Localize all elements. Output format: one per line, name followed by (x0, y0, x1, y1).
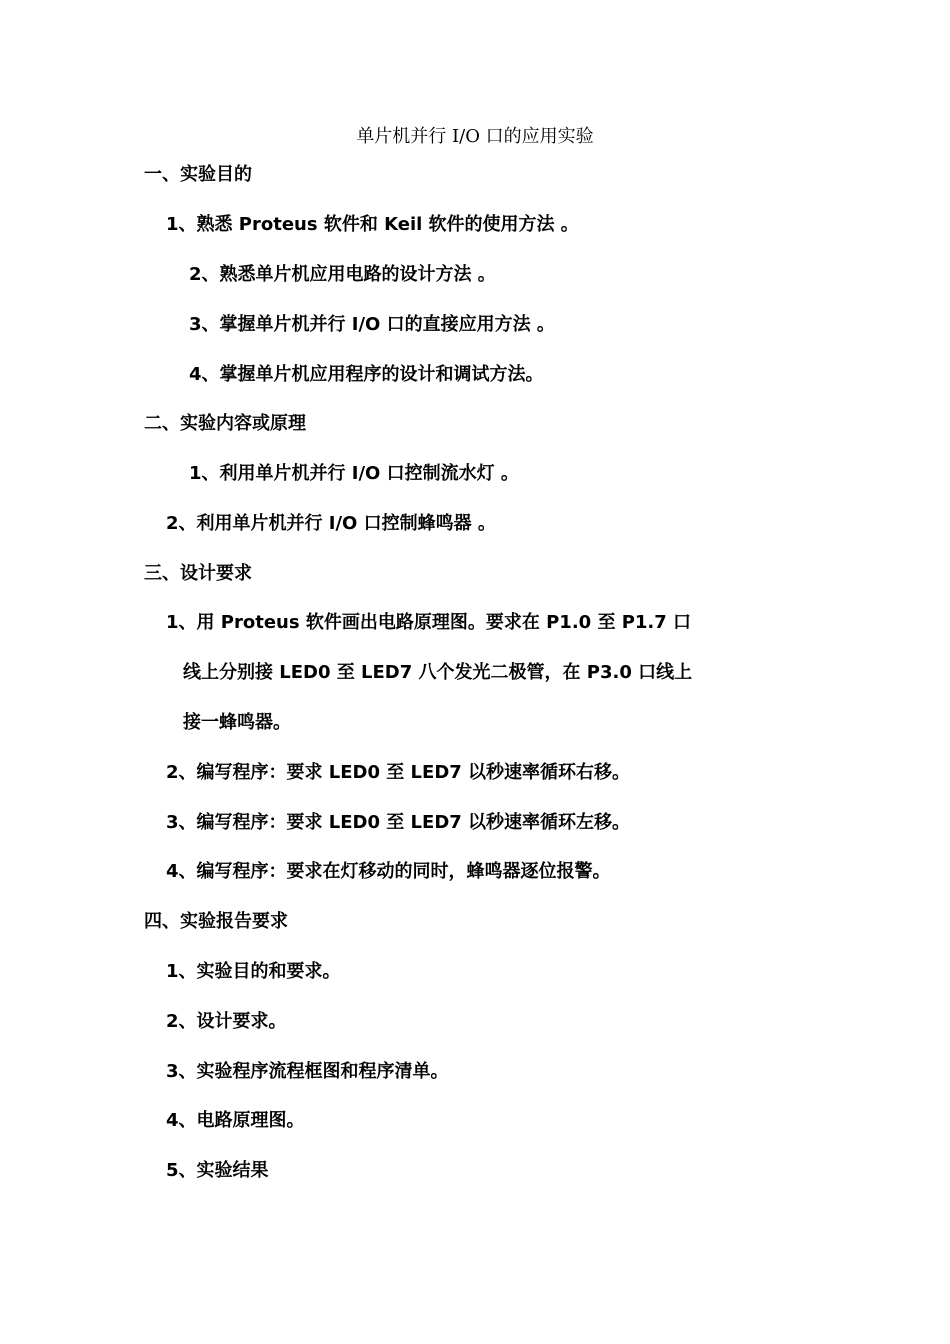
list-item: 2、编写程序：要求 LED0 至 LED7 以秒速率循环右移。 (166, 762, 631, 783)
list-item: 5、实验结果 (166, 1160, 269, 1181)
list-item: 4、电路原理图。 (166, 1110, 305, 1131)
list-item: 3、实验程序流程框图和程序清单。 (166, 1061, 449, 1082)
list-item: 2、熟悉单片机应用电路的设计方法 。 (189, 264, 496, 285)
list-item: 2、利用单片机并行 I/O 口控制蜂鸣器 。 (166, 513, 496, 534)
section-heading-3: 三、设计要求 (144, 563, 252, 584)
list-item: 4、编写程序：要求在灯移动的同时，蜂鸣器逐位报警。 (166, 861, 611, 882)
list-item: 3、编写程序：要求 LED0 至 LED7 以秒速率循环左移。 (166, 812, 631, 833)
list-item-continuation: 线上分别接 LED0 至 LED7 八个发光二极管，在 P3.0 口线上 (183, 662, 693, 683)
list-item-continuation: 接一蜂鸣器。 (183, 712, 291, 733)
list-item: 1、利用单片机并行 I/O 口控制流水灯 。 (189, 463, 519, 484)
list-item: 1、实验目的和要求。 (166, 961, 341, 982)
section-heading-2: 二、实验内容或原理 (144, 413, 306, 434)
section-heading-4: 四、实验报告要求 (144, 911, 288, 932)
section-heading-1: 一、实验目的 (144, 164, 252, 185)
list-item: 1、用 Proteus 软件画出电路原理图。要求在 P1.0 至 P1.7 口 (166, 612, 692, 633)
list-item: 4、掌握单片机应用程序的设计和调试方法。 (189, 364, 544, 385)
list-item: 1、熟悉 Proteus 软件和 Keil 软件的使用方法 。 (166, 214, 579, 235)
document-title: 单片机并行 I/O 口的应用实验 (356, 126, 594, 147)
list-item: 2、设计要求。 (166, 1011, 287, 1032)
list-item: 3、掌握单片机并行 I/O 口的直接应用方法 。 (189, 314, 555, 335)
